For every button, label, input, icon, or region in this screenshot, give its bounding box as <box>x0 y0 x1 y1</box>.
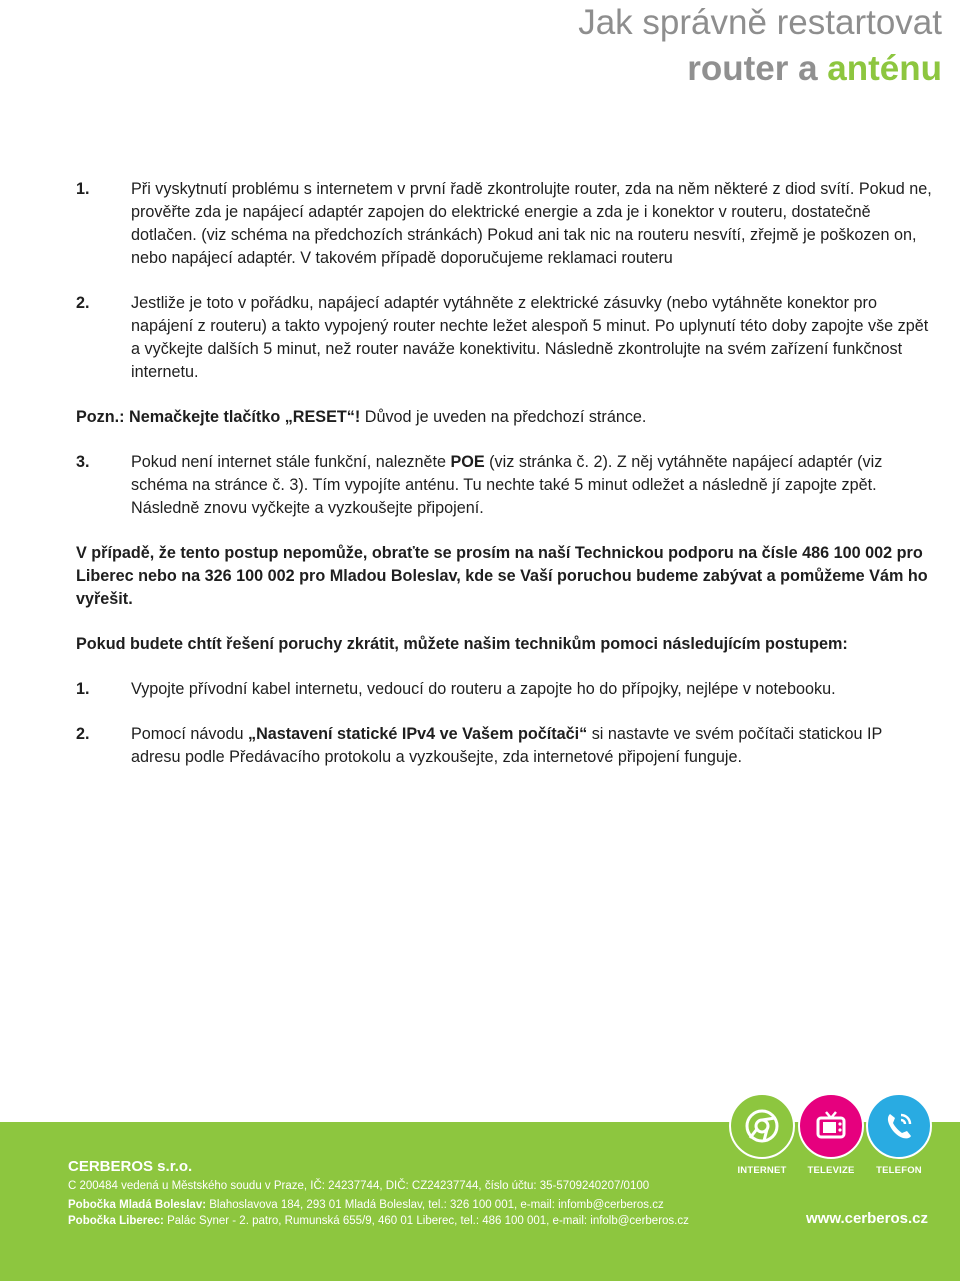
step-2 <box>76 292 936 384</box>
step-number: 2. <box>76 294 90 312</box>
step-1 <box>76 178 936 270</box>
service-televize <box>798 1093 864 1176</box>
service-telefon <box>866 1093 932 1176</box>
title-line-2: router a anténu <box>687 49 942 88</box>
service-label: INTERNET <box>737 1165 787 1176</box>
page-title <box>578 0 942 92</box>
title-accent: anténu <box>827 49 942 88</box>
step-text: Vypojte přívodní kabel internetu, vedoucí do routeru a zapojte ho do přípojky, nejlépe v notebooku. <box>131 680 836 698</box>
step-3 <box>76 451 936 520</box>
branch-mlada-boleslav: Pobočka Mladá Boleslav: Blahoslavova 184, 293 01 Mladá Boleslav, tel.: 326 100 001, e-mail: infomb@cerberos.cz <box>68 1199 664 1211</box>
branch-liberec: Pobočka Liberec: Palác Syner - 2. patro, Rumunská 655/9, 460 01 Liberec, tel.: 486 100 001, e-mail: infolb@cerberos.cz <box>68 1215 689 1227</box>
guide-name: „Nastavení statické IPv4 ve Vašem počítači“ <box>247 725 588 743</box>
company-name: CERBEROS s.r.o. <box>68 1158 193 1175</box>
step-text: Při vyskytnutí problému s internetem v první řadě zkontrolujte router, zda na něm některé z diod svítí. Pokud ne, prověřte zda je napájecí adaptér zapojen do elektrické energie a zda je i konektor v routeru, dostatečně dotlačen. (viz schéma na předchozích stránkách) Pokud ani tak nic na routeru nesvítí, zřejmě je poškozen on, nebo napájecí adaptér. V takovém případě doporučujeme reklamaci routeru <box>131 180 932 267</box>
support-notice: V případě, že tento postup nepomůže, obraťte se prosím na naší Technickou podporu na čísle 486 100 002 pro Liberec nebo na 326 100 002 pro Mladou Boleslav, kde se Vaší poruchou budeme zabývat a pomůžeme Vám ho vyřešit. <box>76 544 928 608</box>
service-internet <box>729 1093 795 1176</box>
step-text: Pomocí návodu „Nastavení statické IPv4 ve Vašem počítači“ si nastavte ve svém počítači statickou IP adresu podle Předávacího protokolu a vyzkoušejte, zda internetové připojení funguje. <box>131 725 883 766</box>
note-text: Důvod je uveden na předchozí stránce. <box>360 408 647 426</box>
quick-step-2 <box>76 723 936 769</box>
company-registration: C 200484 vedená u Městského soudu v Praze, IČ: 24237744, DIČ: CZ24237744, číslo účtu: 35-5709240207/0100 <box>68 1180 650 1192</box>
quick-heading: Pokud budete chtít řešení poruchy zkrátit, můžete našim technikům pomoci následujícím postupem: <box>76 635 848 653</box>
main-content <box>76 178 936 769</box>
step-number: 1. <box>76 180 90 198</box>
step-number: 1. <box>76 680 90 698</box>
step-text: Jestliže je toto v pořádku, napájecí adaptér vytáhněte z elektrické zásuvky (nebo vytáhněte konektor pro napájení z routeru) a takto vypojený router nechte ležet alespoň 5 minut. Po uplynutí této doby zapojte vše zpět a vyčkejte dalších 5 minut, než router naváže konektivitu. Následně zkontrolujte na svém zařízení funkčnost internetu. <box>131 294 929 381</box>
quick-step-1 <box>76 678 936 701</box>
step-number: 3. <box>76 453 90 471</box>
service-label: TELEVIZE <box>807 1165 855 1176</box>
note-warning: Pozn.: Nemačkejte tlačítko „RESET“! <box>76 408 361 426</box>
step-number: 2. <box>76 725 90 743</box>
chrome-icon <box>729 1093 795 1159</box>
step-text: Pokud není internet stále funkční, nalezněte POE (viz stránka č. 2). Z něj vytáhněte napájecí adaptér (viz schéma na stránce č. 3). Tím vypojíte anténu. Tu nechte také 5 minut odležet a následně jí zapojte zpět. Následně znovu vyčkejte a vyzkoušejte připojení. <box>131 453 883 517</box>
tv-icon <box>798 1093 864 1159</box>
phone-icon <box>866 1093 932 1159</box>
service-label: TELEFON <box>876 1165 922 1176</box>
website-link[interactable]: www.cerberos.cz <box>806 1210 928 1227</box>
title-line-1: Jak správně restartovat <box>578 3 942 42</box>
note <box>76 406 936 429</box>
